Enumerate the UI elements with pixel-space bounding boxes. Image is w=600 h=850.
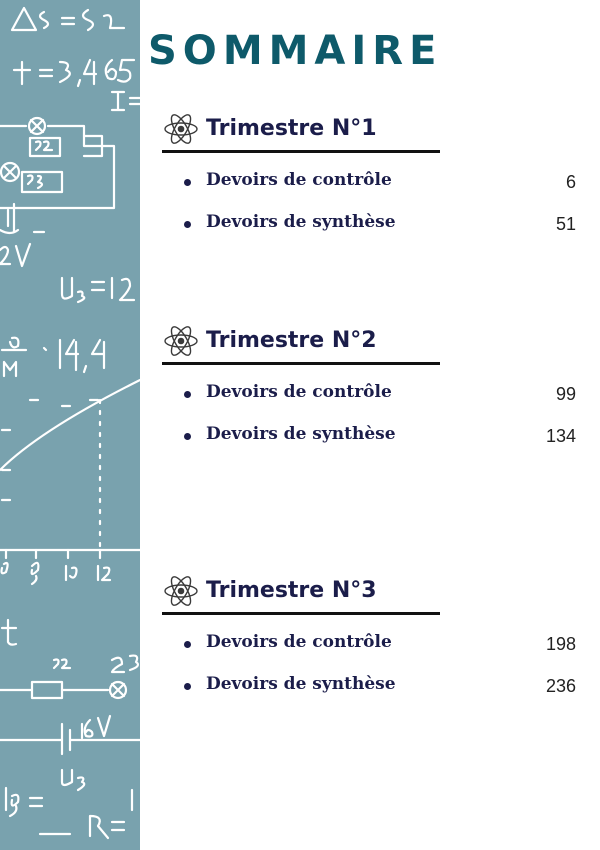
bullet-icon	[184, 391, 191, 398]
toc-page-number: 198	[545, 634, 576, 654]
bullet-icon	[184, 641, 191, 648]
handwritten-physics-illustration	[0, 0, 140, 850]
physics-sketch-sidebar	[0, 0, 140, 850]
bullet-icon	[184, 433, 191, 440]
section-title: Trimestre N°2	[206, 328, 377, 353]
toc-page-number: 134	[545, 426, 576, 446]
trimester-section-3	[162, 572, 576, 696]
toc-entry-label: Devoirs de synthèse	[206, 674, 396, 694]
toc-page-number: 6	[565, 172, 576, 192]
bullet-icon	[184, 179, 191, 186]
atom-icon	[162, 322, 200, 360]
atom-icon	[162, 572, 200, 610]
toc-entry[interactable]	[184, 424, 576, 452]
toc-entry[interactable]	[184, 170, 576, 198]
page-title: SOMMAIRE	[148, 28, 443, 74]
trimester-section-1	[162, 110, 576, 234]
toc-page-number: 236	[545, 676, 576, 696]
section-divider	[162, 150, 440, 153]
section-title: Trimestre N°3	[206, 578, 377, 603]
toc-entry-label: Devoirs de contrôle	[206, 632, 392, 652]
section-divider	[162, 362, 440, 365]
section-header	[162, 572, 440, 612]
toc-entry[interactable]	[184, 382, 576, 410]
section-title: Trimestre N°1	[206, 116, 377, 141]
toc-entry[interactable]	[184, 674, 576, 702]
bullet-icon	[184, 221, 191, 228]
trimester-section-2	[162, 322, 576, 446]
toc-entry[interactable]	[184, 632, 576, 660]
section-header	[162, 110, 440, 150]
toc-entry-label: Devoirs de contrôle	[206, 170, 392, 190]
toc-page-number: 99	[555, 384, 576, 404]
section-divider	[162, 612, 440, 615]
toc-entry-label: Devoirs de synthèse	[206, 212, 396, 232]
toc-entry[interactable]	[184, 212, 576, 240]
section-header	[162, 322, 440, 362]
atom-icon	[162, 110, 200, 148]
toc-entry-label: Devoirs de contrôle	[206, 382, 392, 402]
toc-entry-label: Devoirs de synthèse	[206, 424, 396, 444]
bullet-icon	[184, 683, 191, 690]
toc-page-number: 51	[555, 214, 576, 234]
